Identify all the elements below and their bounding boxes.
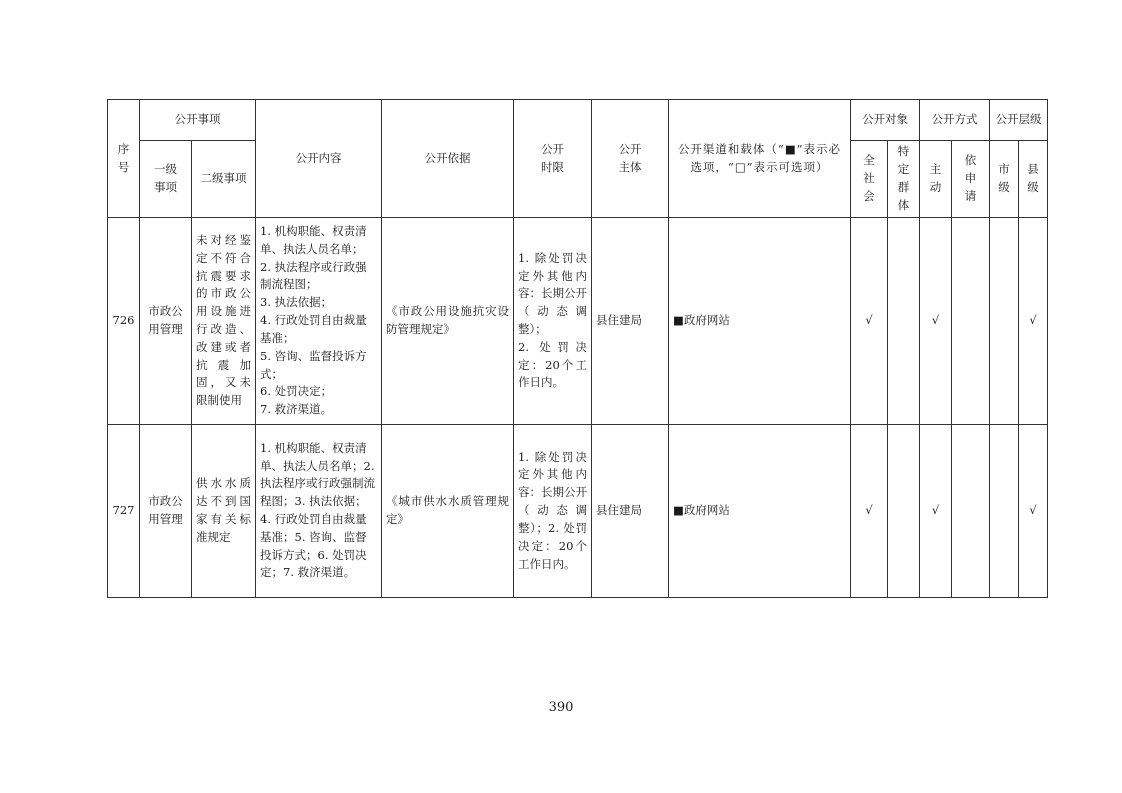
header-channel: 公开渠道和载体（“■”表示必选项，“□”表示可选项） xyxy=(669,100,851,218)
cell-time-limit: 1. 除处罚决定外其他内容：长期公开（动态调整）；2. 处罚决定：20个工作日内。 xyxy=(514,425,592,598)
header-level-city: 市级 xyxy=(990,141,1019,218)
cell-seq: 726 xyxy=(108,218,140,425)
cell-time-limit: 1. 除处罚决定外其他内容：长期公开（动态调整）； 2. 处罚决定：20个工作日内。 xyxy=(514,218,592,425)
cell-level-city xyxy=(990,425,1019,598)
cell-basis: 《城市供水水质管理规定》 xyxy=(382,425,514,598)
header-method-request: 依申请 xyxy=(952,141,990,218)
cell-audience-all: √ xyxy=(851,425,888,598)
cell-level2: 供水水质达不到国家有关标准规定 xyxy=(192,425,256,598)
cell-level2: 未对经鉴定不符合抗震要求的市政公用设施进行改造、改建或者抗震加固，又未限制使用 xyxy=(192,218,256,425)
header-audience-all: 全社会 xyxy=(851,141,888,218)
header-subject: 公开主体 xyxy=(592,100,669,218)
header-audience-specific: 特定群体 xyxy=(888,141,920,218)
header-method: 公开方式 xyxy=(920,100,990,141)
cell-method-active: √ xyxy=(920,425,952,598)
cell-level-county: √ xyxy=(1019,425,1048,598)
header-content: 公开内容 xyxy=(256,100,382,218)
header-matter: 公开事项 xyxy=(140,100,256,141)
cell-subject: 县住建局 xyxy=(592,425,669,598)
header-method-active: 主动 xyxy=(920,141,952,218)
cell-seq: 727 xyxy=(108,425,140,598)
cell-method-request xyxy=(952,218,990,425)
cell-subject: 县住建局 xyxy=(592,218,669,425)
cell-level-county: √ xyxy=(1019,218,1048,425)
cell-content: 1. 机构职能、权责清单、执法人员名单； 2. 执法程序或行政强制流程图； 3. 执法依据； 4. 行政处罚自由裁量基准； 5. 咨询、监督投诉方式； 6. 处罚决定； 7. 救济渠道。 xyxy=(256,218,382,425)
cell-channel: ■政府网站 xyxy=(669,425,851,598)
cell-audience-all: √ xyxy=(851,218,888,425)
header-time-limit: 公开时限 xyxy=(514,100,592,218)
page-number: 390 xyxy=(548,700,574,715)
disclosure-table xyxy=(107,99,1048,598)
header-row-top xyxy=(108,100,1048,141)
header-level: 公开层级 xyxy=(990,100,1048,141)
header-level-county: 县级 xyxy=(1019,141,1048,218)
cell-audience-specific xyxy=(888,425,920,598)
table-row xyxy=(108,425,1048,598)
cell-level-city xyxy=(990,218,1019,425)
header-seq: 序号 xyxy=(108,100,140,218)
cell-method-request xyxy=(952,425,990,598)
cell-basis: 《市政公用设施抗灾设防管理规定》 xyxy=(382,218,514,425)
cell-content: 1. 机构职能、权责清单、执法人员名单；2. 执法程序或行政强制流程图；3. 执法依据；4. 行政处罚自由裁量基准；5. 咨询、监督投诉方式；6. 处罚决定；7. 救济渠道。 xyxy=(256,425,382,598)
header-level2: 二级事项 xyxy=(192,141,256,218)
header-basis: 公开依据 xyxy=(382,100,514,218)
cell-level1: 市政公用管理 xyxy=(140,425,192,598)
header-level1: 一级事项 xyxy=(140,141,192,218)
cell-method-active: √ xyxy=(920,218,952,425)
cell-audience-specific xyxy=(888,218,920,425)
header-audience: 公开对象 xyxy=(851,100,920,141)
cell-level1: 市政公用管理 xyxy=(140,218,192,425)
cell-channel: ■政府网站 xyxy=(669,218,851,425)
table-row xyxy=(108,218,1048,425)
